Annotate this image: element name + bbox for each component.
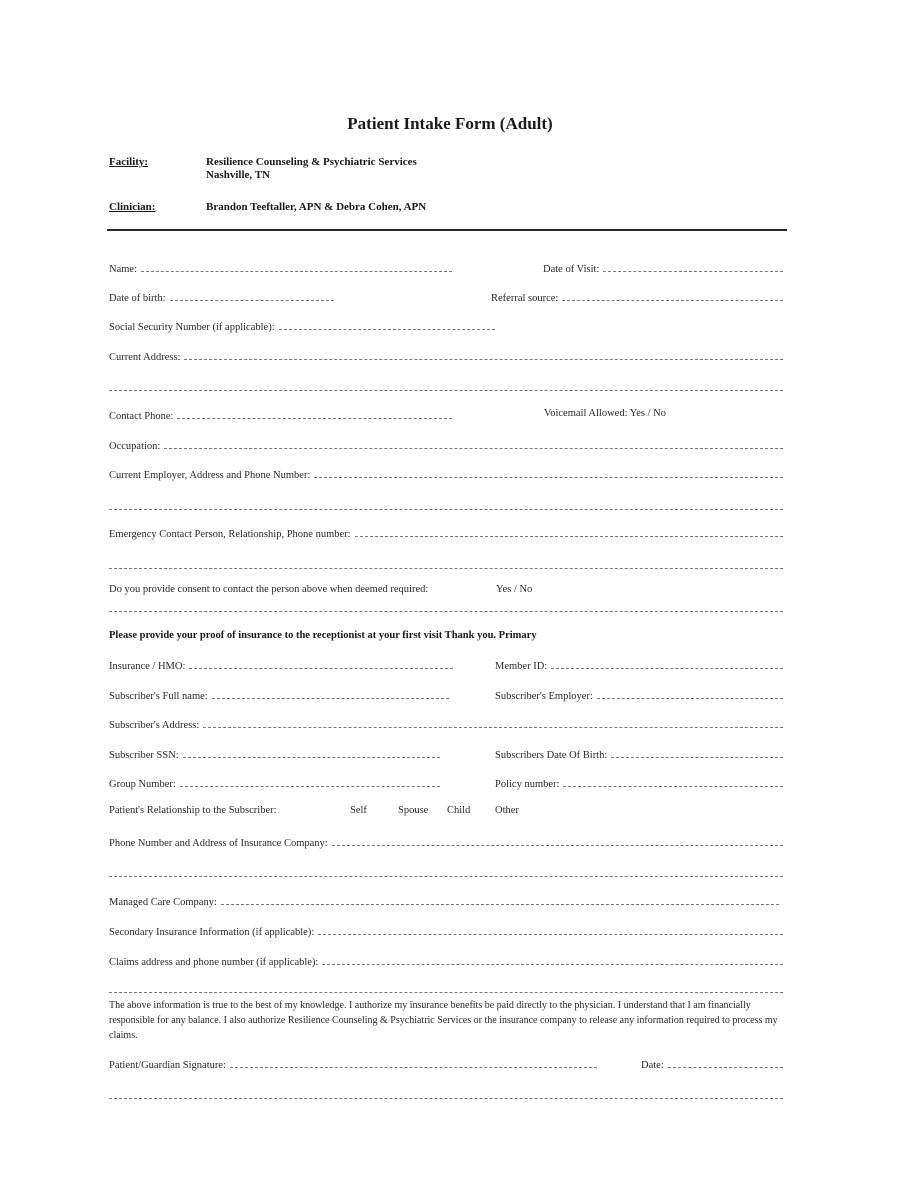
name-field[interactable]	[109, 261, 452, 275]
group-number-field[interactable]	[109, 776, 440, 790]
employer-field[interactable]	[109, 467, 783, 481]
emergency-continuation-line[interactable]	[109, 568, 783, 569]
signature-input-line[interactable]	[230, 1067, 597, 1068]
claims-address-label: Claims address and phone number (if applicable):	[109, 957, 319, 968]
referral-input-line[interactable]	[562, 300, 783, 301]
secondary-insurance-label: Secondary Insurance Information (if applicable):	[109, 927, 315, 938]
relationship-label: Patient's Relationship to the Subscriber:	[109, 805, 277, 816]
subscriber-name-input-line[interactable]	[212, 698, 449, 699]
managed-care-label: Managed Care Company:	[109, 897, 217, 908]
subscriber-name-label: Subscriber's Full name:	[109, 691, 208, 702]
clinician-name: Brandon Teeftaller, APN & Debra Cohen, APN	[206, 201, 427, 213]
name-label: Name:	[109, 264, 137, 275]
contact-phone-label: Contact Phone:	[109, 411, 174, 422]
name-input-line[interactable]	[141, 271, 452, 272]
consent-question: Do you provide consent to contact the person above when deemed required:	[109, 584, 429, 595]
subscriber-address-field[interactable]	[109, 717, 783, 731]
subscriber-employer-input-line[interactable]	[597, 698, 783, 699]
occupation-input-line[interactable]	[164, 448, 783, 449]
date-of-visit-label: Date of Visit:	[543, 264, 600, 275]
signature-date-input-line[interactable]	[668, 1067, 783, 1068]
relationship-option-spouse[interactable]: Spouse	[398, 805, 429, 816]
insurance-company-input-line[interactable]	[332, 845, 783, 846]
dob-label: Date of birth:	[109, 293, 166, 304]
date-of-visit-input-line[interactable]	[603, 271, 783, 272]
consent-options[interactable]: Yes / No	[496, 584, 533, 595]
group-number-input-line[interactable]	[180, 786, 440, 787]
address-continuation-line[interactable]	[109, 390, 783, 391]
address-label: Current Address:	[109, 352, 181, 363]
subscriber-ssn-field[interactable]	[109, 747, 440, 761]
secondary-insurance-input-line[interactable]	[318, 934, 783, 935]
contact-phone-input-line[interactable]	[177, 418, 452, 419]
contact-phone-field[interactable]	[109, 408, 452, 422]
relationship-option-self[interactable]: Self	[350, 805, 367, 816]
signature-label: Patient/Guardian Signature:	[109, 1060, 226, 1071]
relationship-option-child[interactable]: Child	[447, 805, 471, 816]
claims-address-input-line[interactable]	[322, 964, 783, 965]
facility-value	[206, 156, 417, 182]
clinician-label: Clinician:	[109, 201, 156, 213]
secondary-insurance-field[interactable]	[109, 924, 783, 938]
subscriber-ssn-label: Subscriber SSN:	[109, 750, 179, 761]
signature-continuation-line[interactable]	[109, 1098, 783, 1099]
member-id-label: Member ID:	[495, 661, 548, 672]
address-field[interactable]	[109, 349, 783, 363]
referral-label: Referral source:	[491, 293, 559, 304]
claims-continuation-line[interactable]	[109, 992, 783, 993]
claims-address-field[interactable]	[109, 954, 783, 968]
subscriber-dob-label: Subscribers Date Of Birth:	[495, 750, 608, 761]
ssn-label: Social Security Number (if applicable):	[109, 322, 275, 333]
relationship-option-other[interactable]: Other	[495, 805, 519, 816]
subscriber-ssn-input-line[interactable]	[183, 757, 440, 758]
address-input-line[interactable]	[184, 359, 783, 360]
emergency-contact-field[interactable]	[109, 526, 783, 540]
managed-care-input-line[interactable]	[221, 904, 779, 905]
dob-field[interactable]	[109, 290, 334, 304]
subscriber-address-input-line[interactable]	[203, 727, 783, 728]
emergency-contact-label: Emergency Contact Person, Relationship, Phone number:	[109, 529, 351, 540]
insurance-hmo-label: Insurance / HMO:	[109, 661, 186, 672]
facility-city: Nashville, TN	[206, 169, 270, 181]
policy-number-input-line[interactable]	[563, 786, 783, 787]
member-id-input-line[interactable]	[551, 668, 783, 669]
facility-name: Resilience Counseling & Psychiatric Services	[206, 156, 417, 168]
ssn-input-line[interactable]	[279, 329, 495, 330]
insurance-company-continuation-line[interactable]	[109, 876, 783, 877]
insurance-hmo-field[interactable]	[109, 658, 453, 672]
subscriber-dob-input-line[interactable]	[611, 757, 783, 758]
ssn-field[interactable]	[109, 319, 495, 333]
voicemail-allowed[interactable]: Voicemail Allowed: Yes / No	[544, 408, 667, 419]
policy-number-label: Policy number:	[495, 779, 560, 790]
dob-input-line[interactable]	[170, 300, 334, 301]
emergency-contact-input-line[interactable]	[355, 536, 783, 537]
header-divider	[107, 229, 787, 231]
signature-date-label: Date:	[641, 1060, 664, 1071]
subscriber-employer-label: Subscriber's Employer:	[495, 691, 593, 702]
facility-label: Facility:	[109, 156, 149, 168]
insurance-hmo-input-line[interactable]	[189, 668, 453, 669]
subscriber-dob-field[interactable]	[495, 747, 783, 761]
insurance-company-field[interactable]	[109, 835, 783, 849]
consent-line[interactable]	[109, 611, 783, 612]
employer-input-line[interactable]	[314, 477, 783, 478]
signature-field[interactable]	[109, 1057, 597, 1071]
subscriber-employer-field[interactable]	[495, 688, 783, 702]
employer-continuation-line[interactable]	[109, 509, 783, 510]
occupation-label: Occupation:	[109, 441, 161, 452]
occupation-field[interactable]	[109, 438, 783, 452]
page-title: Patient Intake Form (Adult)	[347, 114, 553, 133]
policy-number-field[interactable]	[495, 776, 783, 790]
subscriber-address-label: Subscriber's Address:	[109, 720, 200, 731]
attestation-paragraph: The above information is true to the best of my knowledge. I authorize my insurance benefits be paid directly to the physician. I understand that I am financially responsible for any balance. I also authorize Resilience Counseling & Psychiatric Services or the insurance company to release any information required to process my claims.	[109, 1000, 778, 1041]
referral-field[interactable]	[491, 290, 783, 304]
group-number-label: Group Number:	[109, 779, 176, 790]
signature-date-field[interactable]	[641, 1057, 783, 1071]
date-of-visit-field[interactable]	[543, 261, 783, 275]
subscriber-name-field[interactable]	[109, 688, 449, 702]
insurance-notice: Please provide your proof of insurance to the receptionist at your first visit Thank you. Primary	[109, 630, 537, 641]
member-id-field[interactable]	[495, 658, 783, 672]
employer-label: Current Employer, Address and Phone Number:	[109, 470, 311, 481]
insurance-company-label: Phone Number and Address of Insurance Company:	[109, 838, 328, 849]
managed-care-field[interactable]	[109, 894, 779, 908]
